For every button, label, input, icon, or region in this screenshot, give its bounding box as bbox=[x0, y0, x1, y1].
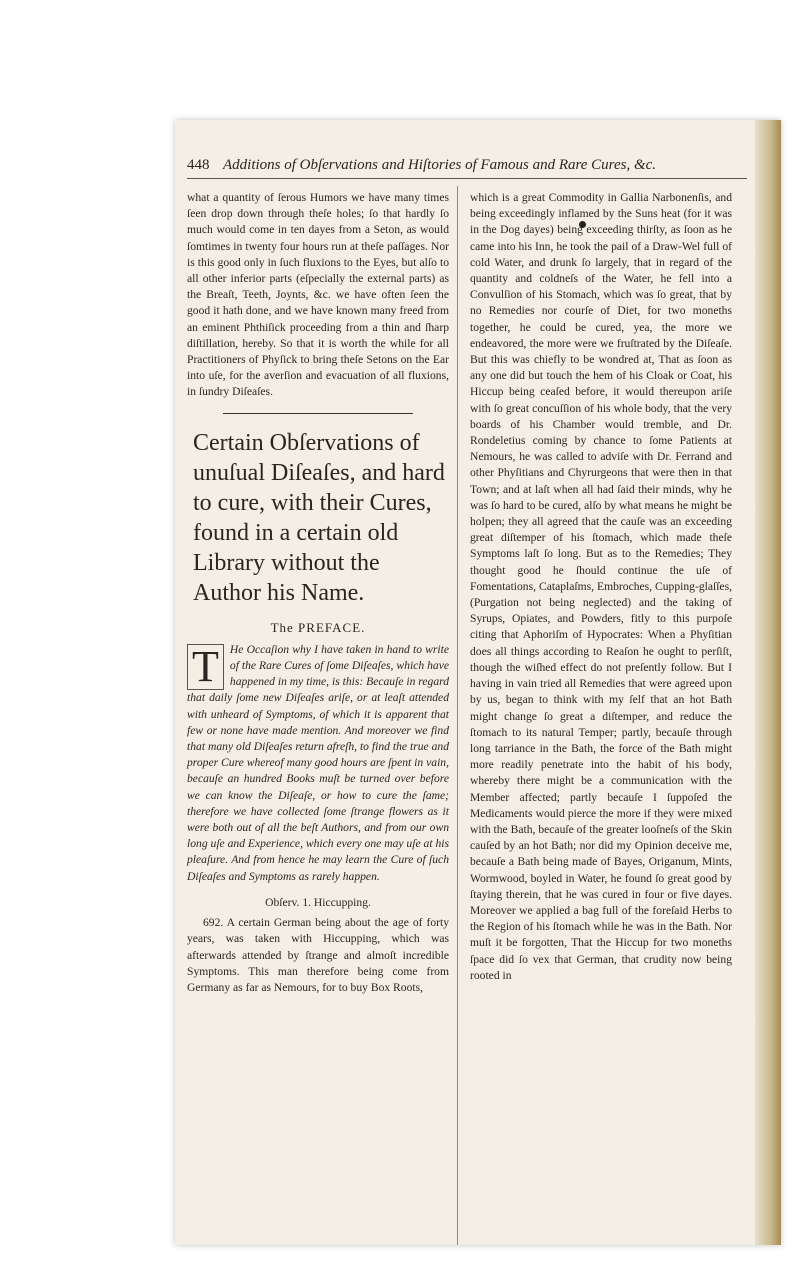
left-column bbox=[187, 190, 449, 996]
preface-paragraph bbox=[187, 642, 449, 885]
book-page bbox=[175, 120, 781, 1245]
section-rule bbox=[223, 413, 413, 414]
observation-paragraph: 692. A certain German being about the age of forty years, was taken with Hiccupping, which was afterwards attended by ſtrange and almoſt incredible Symptoms. This man therefore being come from Germany as far as Nemours, for to buy Box Roots, bbox=[187, 916, 449, 994]
right-column bbox=[470, 190, 732, 984]
right-column-paragraph: which is a great Commodity in Gallia Narbonenſis, and being exceedingly inflamed by the Suns heat (for it was in the Dog dayes) being exceeding thirſty, as ſoon as he came into his Inn, he took the pail of a Draw-Wel full of cold Water, and drunk ſo largely, that in regard of the quantity and coldneſs of the Water, he fell into a Convulſion of his Stomach, which was ſo great, that by no Remedies nor courſe of Diet, for two moneths together, he could be cured, yea, the more we endeavored, the more were we fruſtrated by the Diſeaſe. But this was chiefly to be wondred at, That as ſoon as any one did but touch the hem of his Cloak or Coat, his Hiccup being ceaſed before, it would thereupon ariſe with ſo great concuſſion of his whole body, that the very boards of his Chamber would tremble, and Dr. Rondeletius coming by chance to ſome Patients at Nemours, he was called to adviſe with Dr. Ferrand and other Phyſitians and Chyrurgeons that were then in that Town; and at laſt when all had ſaid their minds, why he was ſo hard to be cured, alſo by what means he might be holpen; they all agreed that the cauſe was an exceeding great diſtemper of his ſtomach, which made theſe Symptoms laſt ſo long. But as to the Remedies; They thought good he ſhould continue the uſe of Fomentations, Cataplaſms, Embroches, Cupping-glaſſes, (Purgation not being neglected) and the taking of Syrups, Opiates, and Powders, fitly to this purpoſe citing that Aphoriſm of Hypocrates: When a Phyſitian does all things according to Reaſon he ought to perſiſt, though the wiſhed effect do not preſently follow. But I having in vain tried all Remedies that were agreed upon by us, began to think with my ſelf that an hot Bath might change ſo great a diſtemper, and reduce the ſtomach to its natural Temper; partly, becauſe through long tarriance in the Bath, the force of the Bath might more readily penetrate into the habit of his body, whereby there might be a communication with the Member affected; partly becauſe I ſuppoſed the Medicaments would pierce the more if they were mixed with the Bath, becauſe of the greater looſneſs of the Skin cauſed by an hot Bath; nor did my Opinion deceive me, becauſe a Bath being made of Bayes, Origanum, Mints, Wormwood, boyled in Water, he found ſo great good by ſtaying therein, that he was cured in four or five dayes. Moreover we applied a bag full of the foreſaid Herbs to the Region of his ſtomach while he was in the Bath. Nor muſt it be forgotten, That the Hiccup for two moneths ſpace did ſo vex that German, that crudity now being rooted in bbox=[470, 191, 732, 982]
preface-text: He Occaſion why I have taken in hand to write of the Rare Cures of ſome Diſeaſes, which have happened in my time, is this: Becauſe in regard that daily ſome new Diſeaſes ariſe, or at leaſt attended with unheard of Symptoms, of which it is apparent that few or none have made mention. And moreover we find that many old Diſeaſes return afreſh, to find the true and proper Cure whereof many good hours are ſpent in vain, becauſe an hundred Books muſt be turned over before we can know the Diſeaſe, or how to cure the ſame; therefore we have collected ſome ſtrange flowers as it were both out of all the beſt Authors, and from our own long uſe and Experience, which every one may uſe at his pleaſure. And from hence he may learn the Cure of ſuch Diſeaſes and Symptoms as rarely happen. bbox=[187, 642, 449, 883]
adjacent-page-edge bbox=[755, 120, 781, 1245]
drop-cap: T bbox=[187, 644, 224, 690]
section-title: Certain Obſervations of unuſual Diſeaſes, and hard to cure, with their Cures, found in a certain old Library without the Author his Name. bbox=[193, 429, 445, 606]
running-header bbox=[187, 157, 747, 179]
page-number: 448 bbox=[187, 157, 210, 173]
observation-heading: Obſerv. 1. Hiccupping. bbox=[265, 895, 371, 909]
column-divider bbox=[457, 186, 458, 1245]
preface-heading: The PREFACE. bbox=[270, 619, 366, 635]
running-title: Additions of Obſervations and Hiſtories of Famous and Rare Cures, &c. bbox=[222, 157, 657, 173]
intro-paragraph: what a quantity of ſerous Humors we have many times ſeen drop down through theſe holes; ſo that hardly ſo much would come in ten dayes from a Seton, as would ſomtimes in twenty four hours run at theſe paſſages. Nor is this good only in ſuch fluxions to the Eyes, but alſo to all other inferior parts (eſpecially the external parts) as the Breaſt, Teeth, Joynts, &c. we have often ſeen the good it hath done, and we have known many freed from an eminent Phthiſick proceeding from a thin and ſharp diſtillation, hereby. So that it is worth the while for all Practitioners of Phyſick to bring theſe Setons on the Ear into uſe, for the averſion and evacuation of all fluxions, in ſundry Diſeaſes. bbox=[187, 191, 449, 399]
